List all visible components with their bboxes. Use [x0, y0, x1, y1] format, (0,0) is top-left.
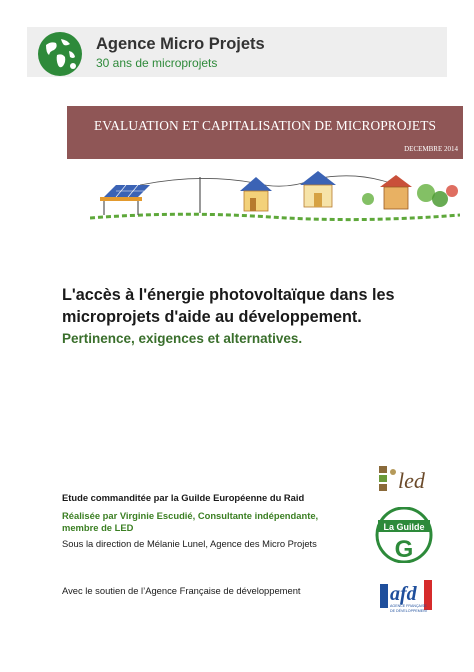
afd-logo-text: afd	[390, 583, 417, 605]
afd-logo-sub1: AGENCE FRANÇAISE	[390, 604, 427, 608]
author-line: Réalisée par Virginie Escudié, Consultante indépendante, membre de LED	[62, 510, 319, 533]
solar-houses-illustration	[90, 163, 460, 233]
guilde-logo-text: La Guilde	[383, 522, 425, 532]
banner-title: EVALUATION ET CAPITALISATION DE MICROPROJETS	[93, 118, 437, 133]
guilde-logo-letter: G	[394, 536, 414, 563]
title-banner	[67, 106, 463, 159]
globe-icon	[37, 31, 83, 77]
document-title: L'accès à l'énergie photovoltaïque dans les microprojets d'aide au développement.	[62, 286, 395, 326]
led-logo-text: led	[398, 468, 425, 493]
org-name: Agence Micro Projets	[96, 35, 265, 53]
led-logo	[376, 462, 436, 494]
support-line: Avec le soutien de l’Agence Française de développement	[62, 585, 301, 596]
org-tagline: 30 ans de microprojets	[96, 56, 218, 70]
direction-line: Sous la direction de Mélanie Lunel, Agence des Micro Projets	[62, 538, 317, 549]
afd-logo-sub2: DE DÉVELOPPEMENT	[390, 609, 428, 613]
guilde-logo	[374, 507, 434, 563]
document-subtitle: Pertinence, exigences et alternatives.	[62, 331, 303, 346]
afd-logo	[376, 570, 436, 620]
commission-line: Etude commanditée par la Guilde Européenne du Raid	[62, 492, 305, 503]
banner-date: DECEMBRE 2014	[404, 145, 458, 153]
